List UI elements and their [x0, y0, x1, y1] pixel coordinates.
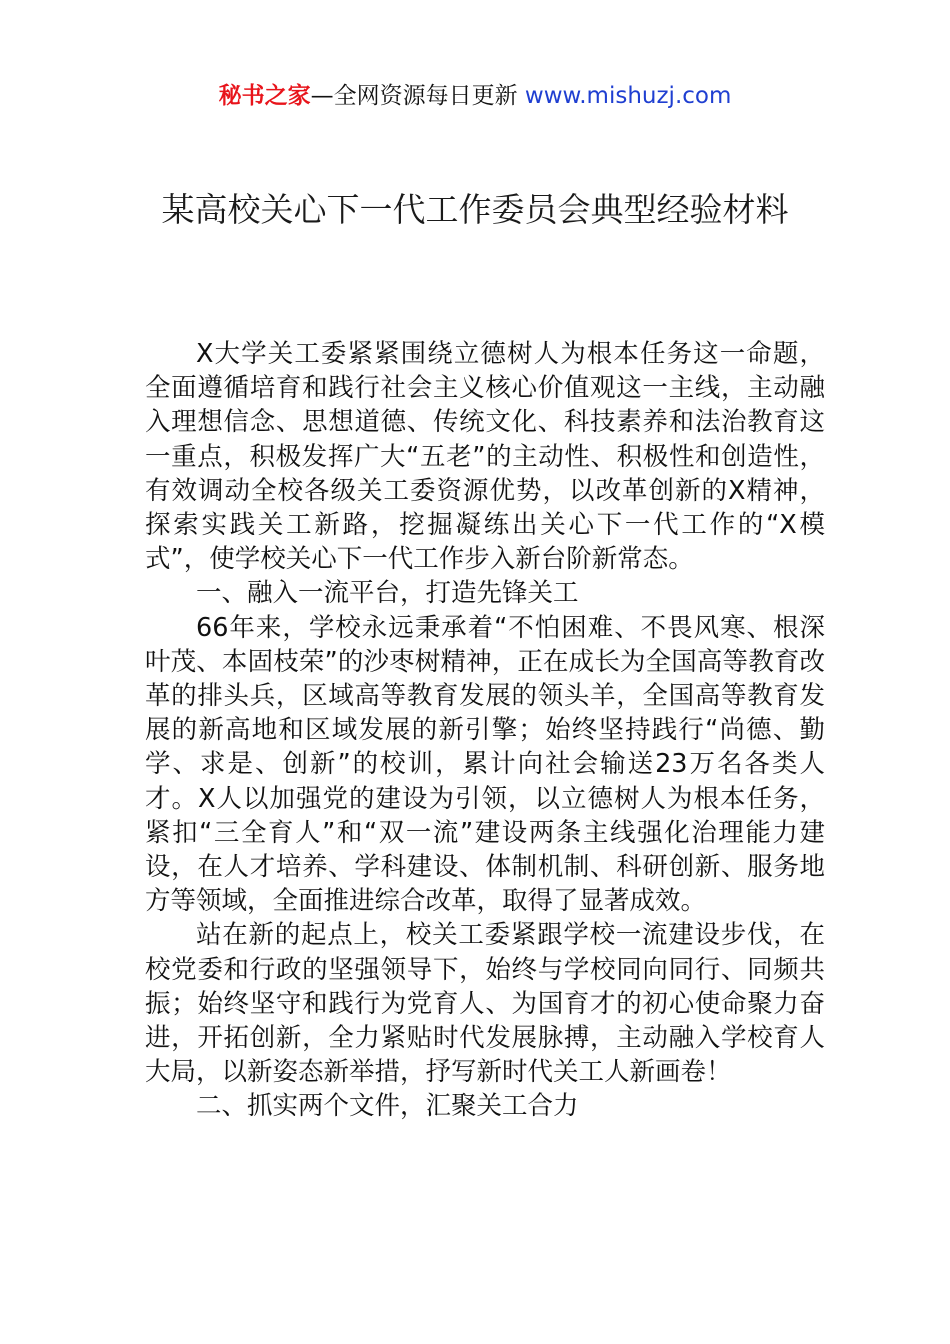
paragraph-new-start: 站在新的起点上，校关工委紧跟学校一流建设步伐，在校党委和行政的坚强领导下，始终与学校同向同行、同频共振；始终坚守和践行为党育人、为国育才的初心使命聚力奋进，开拓创新，全力紧贴时代发展脉搏，主动融入学校育人大局，以新姿态新举措，抒写新时代关工人新画卷！: [145, 920, 825, 1088]
section-heading-1: 一、融入一流平台，打造先锋关工: [196, 578, 579, 609]
website-link[interactable]: www.mishuzj.com: [524, 83, 732, 109]
document-body: [145, 337, 825, 1124]
header-tagline: —全网资源每日更新: [310, 83, 525, 109]
paragraph-intro: X大学关工委紧紧围绕立德树人为根本任务这一命题，全面遵循培育和践行社会主义核心价值观这一主线，主动融入理想信念、思想道德、传统文化、科技素养和法治教育这一重点，积极发挥广大“五老”的主动性、积极性和创造性，有效调动全校各级关工委资源优势，以改革创新的X精神，探索实践关工新路，挖掘凝练出关心下一代工作的“X模式”，使学校关心下一代工作步入新台阶新常态。: [145, 339, 825, 575]
page-header: [0, 80, 950, 112]
document-title: 某高校关心下一代工作委员会典型经验材料: [161, 190, 789, 229]
brand-name: 秘书之家: [218, 83, 311, 109]
paragraph-school-history: 66年来，学校永远秉承着“不怕困难、不畏风寒、根深叶茂、本固枝荣”的沙枣树精神，正在成长为全国高等教育改革的排头兵，区域高等教育发展的领头羊，全国高等教育发展的新高地和区域发展的新引擎；始终坚持践行“尚德、勤学、求是、创新”的校训，累计向社会输送23万名各类人才。X人以加强党的建设为引领，以立德树人为根本任务，紧扣“三全育人”和“双一流”建设两条主线强化治理能力建设，在人才培养、学科建设、体制机制、科研创新、服务地方等领域，全面推进综合改革，取得了显著成效。: [145, 612, 825, 917]
section-heading-2: 二、抓实两个文件，汇聚关工合力: [196, 1091, 579, 1122]
